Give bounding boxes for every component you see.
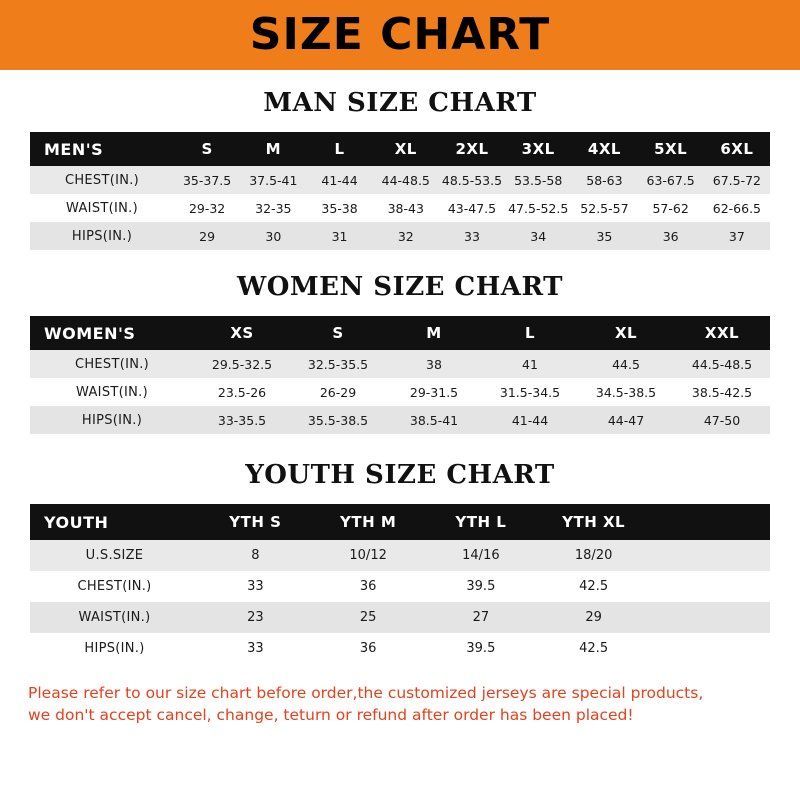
row-label-waist: WAIST(IN.) (30, 194, 174, 222)
cell: 33 (199, 633, 312, 664)
row-label-hips: HIPS(IN.) (30, 222, 174, 250)
col-header-l: L (482, 316, 578, 350)
cell: 18/20 (537, 540, 650, 571)
col-header-6xl: 6XL (704, 132, 770, 166)
cell: 29.5-32.5 (194, 350, 290, 378)
table-header-row (30, 316, 770, 350)
women-size-chart (0, 316, 800, 434)
col-header-label: WOMEN'S (30, 316, 194, 350)
cell: 32 (373, 222, 439, 250)
section-title-youth: YOUTH SIZE CHART (245, 460, 555, 490)
table-row (30, 633, 770, 664)
cell: 29 (174, 222, 240, 250)
col-header-spacer (650, 504, 770, 540)
cell: 57-62 (638, 194, 704, 222)
row-label-chest: CHEST(IN.) (30, 571, 199, 602)
cell: 30 (240, 222, 306, 250)
cell: 35-38 (306, 194, 372, 222)
cell: 31 (306, 222, 372, 250)
cell: 42.5 (537, 571, 650, 602)
col-header-2xl: 2XL (439, 132, 505, 166)
footer-line-1: Please refer to our size chart before order,the customized jerseys are special products, (28, 684, 704, 702)
cell: 44-48.5 (373, 166, 439, 194)
cell: 33 (439, 222, 505, 250)
cell-spacer (650, 633, 770, 664)
cell: 48.5-53.5 (439, 166, 505, 194)
cell-spacer (650, 540, 770, 571)
col-header-xs: XS (194, 316, 290, 350)
cell: 37.5-41 (240, 166, 306, 194)
cell: 47-50 (674, 406, 770, 434)
cell: 52.5-57 (571, 194, 637, 222)
cell: 10/12 (312, 540, 425, 571)
cell: 32.5-35.5 (290, 350, 386, 378)
men-size-table (30, 132, 770, 250)
cell: 25 (312, 602, 425, 633)
section-title-women: WOMEN SIZE CHART (237, 272, 563, 302)
table-row (30, 540, 770, 571)
cell: 44.5 (578, 350, 674, 378)
cell: 39.5 (425, 633, 538, 664)
cell: 29 (537, 602, 650, 633)
table-row (30, 350, 770, 378)
footer-line-2: we don't accept cancel, change, teturn or refund after order has been placed! (28, 706, 634, 725)
row-label-waist: WAIST(IN.) (30, 602, 199, 633)
col-header-yth-l: YTH L (425, 504, 538, 540)
cell: 53.5-58 (505, 166, 571, 194)
row-label-chest: CHEST(IN.) (30, 166, 174, 194)
cell: 43-47.5 (439, 194, 505, 222)
row-label-us-size: U.S.SIZE (30, 540, 199, 571)
youth-size-chart (0, 504, 800, 664)
col-header-3xl: 3XL (505, 132, 571, 166)
row-label-waist: WAIST(IN.) (30, 378, 194, 406)
cell: 8 (199, 540, 312, 571)
col-header-5xl: 5XL (638, 132, 704, 166)
cell: 33 (199, 571, 312, 602)
cell: 36 (312, 571, 425, 602)
row-label-hips: HIPS(IN.) (30, 406, 194, 434)
cell: 27 (425, 602, 538, 633)
cell: 29-31.5 (386, 378, 482, 406)
col-header-m: M (240, 132, 306, 166)
cell: 32-35 (240, 194, 306, 222)
table-row (30, 406, 770, 434)
cell: 42.5 (537, 633, 650, 664)
cell: 38 (386, 350, 482, 378)
col-header-s: S (290, 316, 386, 350)
col-header-yth-m: YTH M (312, 504, 425, 540)
cell: 23.5-26 (194, 378, 290, 406)
col-header-4xl: 4XL (571, 132, 637, 166)
cell: 33-35.5 (194, 406, 290, 434)
cell: 26-29 (290, 378, 386, 406)
table-row (30, 378, 770, 406)
cell: 44.5-48.5 (674, 350, 770, 378)
cell: 34.5-38.5 (578, 378, 674, 406)
cell: 47.5-52.5 (505, 194, 571, 222)
men-size-chart (0, 132, 800, 250)
cell: 14/16 (425, 540, 538, 571)
col-header-label: YOUTH (30, 504, 199, 540)
col-header-xl: XL (373, 132, 439, 166)
header-banner (0, 0, 800, 70)
cell: 67.5-72 (704, 166, 770, 194)
cell: 38-43 (373, 194, 439, 222)
cell: 44-47 (578, 406, 674, 434)
table-row (30, 602, 770, 633)
cell: 38.5-41 (386, 406, 482, 434)
section-title-men: MAN SIZE CHART (263, 88, 537, 118)
cell: 39.5 (425, 571, 538, 602)
col-header-yth-xl: YTH XL (537, 504, 650, 540)
table-row (30, 571, 770, 602)
cell: 31.5-34.5 (482, 378, 578, 406)
cell: 63-67.5 (638, 166, 704, 194)
table-header-row (30, 504, 770, 540)
women-size-table (30, 316, 770, 434)
cell: 41 (482, 350, 578, 378)
col-header-m: M (386, 316, 482, 350)
cell: 38.5-42.5 (674, 378, 770, 406)
cell: 41-44 (482, 406, 578, 434)
page-title: SIZE CHART (249, 9, 551, 60)
col-header-label: MEN'S (30, 132, 174, 166)
col-header-yth-s: YTH S (199, 504, 312, 540)
cell: 37 (704, 222, 770, 250)
cell: 58-63 (571, 166, 637, 194)
cell-spacer (650, 571, 770, 602)
table-header-row (30, 132, 770, 166)
table-row (30, 166, 770, 194)
col-header-s: S (174, 132, 240, 166)
cell: 62-66.5 (704, 194, 770, 222)
cell-spacer (650, 602, 770, 633)
row-label-chest: CHEST(IN.) (30, 350, 194, 378)
cell: 36 (312, 633, 425, 664)
cell: 23 (199, 602, 312, 633)
cell: 34 (505, 222, 571, 250)
youth-size-table (30, 504, 770, 664)
cell: 35-37.5 (174, 166, 240, 194)
col-header-xl: XL (578, 316, 674, 350)
cell: 41-44 (306, 166, 372, 194)
col-header-xxl: XXL (674, 316, 770, 350)
cell: 35.5-38.5 (290, 406, 386, 434)
cell: 35 (571, 222, 637, 250)
cell: 29-32 (174, 194, 240, 222)
table-row (30, 194, 770, 222)
row-label-hips: HIPS(IN.) (30, 633, 199, 664)
cell: 36 (638, 222, 704, 250)
col-header-l: L (306, 132, 372, 166)
table-row (30, 222, 770, 250)
footer-disclaimer (0, 682, 800, 727)
